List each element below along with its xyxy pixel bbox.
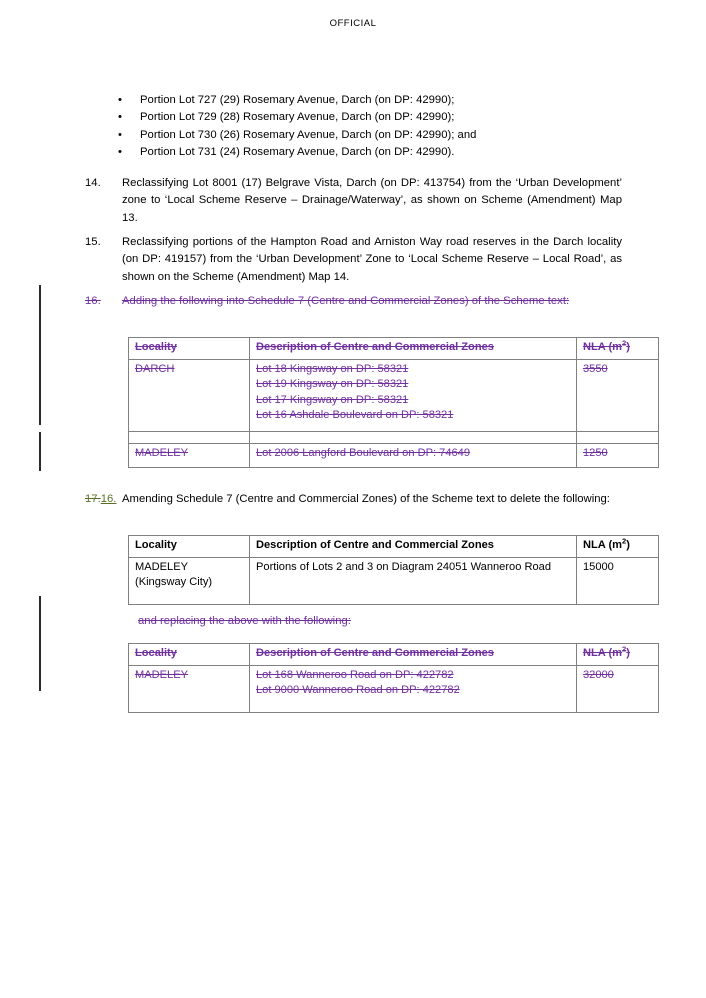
nla-base: NLA (m bbox=[583, 539, 623, 551]
table-header-row bbox=[129, 536, 659, 558]
cell-nla: 15000 bbox=[577, 557, 659, 604]
description-line: Lot 2006 Langford Boulevard on DP: 74649 bbox=[256, 446, 471, 459]
column-header-nla bbox=[577, 338, 659, 360]
cell-nla bbox=[577, 431, 659, 443]
cell-locality-text: MADELEY bbox=[135, 668, 189, 681]
cell-description bbox=[250, 359, 577, 431]
description-line: Lot 18 Kingsway on DP: 58321 bbox=[256, 362, 409, 375]
bullet-icon: • bbox=[118, 145, 122, 158]
paragraph-item-16-deleted bbox=[85, 293, 622, 310]
list-item-text: Portion Lot 727 (29) Rosemary Avenue, Darch (on DP: 42990); bbox=[140, 94, 455, 106]
paragraph-item-renumbered bbox=[85, 491, 622, 508]
change-bar-1 bbox=[39, 285, 41, 425]
paragraph-text-deleted: Adding the following into Schedule 7 (Centre and Commercial Zones) of the Scheme text: bbox=[122, 295, 570, 307]
cell-locality-line2: (Kingsway City) bbox=[135, 576, 213, 588]
column-header-nla bbox=[577, 644, 659, 666]
paragraph-number-new: 16. bbox=[100, 493, 117, 505]
bullet-icon: • bbox=[118, 111, 122, 124]
paragraph-number-revised bbox=[85, 491, 119, 508]
column-header-description-text: Description of Centre and Commercial Zones bbox=[256, 647, 494, 659]
list-item-text: Portion Lot 730 (26) Rosemary Avenue, Darch (on DP: 42990); and bbox=[140, 128, 477, 141]
bullet-icon: • bbox=[118, 94, 122, 106]
cell-description bbox=[250, 665, 577, 712]
change-bar-3 bbox=[39, 596, 41, 691]
description-line: Lot 9000 Wanneroo Road on DP: 422782 bbox=[256, 684, 460, 696]
list-item bbox=[0, 144, 706, 161]
column-header-description-text: Description of Centre and Commercial Zones bbox=[256, 341, 494, 353]
cell-locality bbox=[129, 665, 250, 712]
column-header-description: Description of Centre and Commercial Zones bbox=[250, 536, 577, 558]
nla-base: NLA (m bbox=[583, 647, 623, 659]
column-header-nla-text bbox=[583, 338, 630, 353]
cell-locality bbox=[129, 431, 250, 443]
bullet-list bbox=[0, 92, 706, 161]
paragraph-number-deleted: 16. bbox=[85, 295, 101, 307]
cell-nla-text: 32000 bbox=[583, 668, 614, 681]
current-schedule-table bbox=[128, 535, 659, 605]
paragraph-text: Reclassifying portions of the Hampton Road and Arniston Way road reserves in the Darch locality (on DP: 419157) from the ‘Urban Development’ Zone to ‘Local Scheme Reserve – Local Road’, as shown on the Scheme (Amendment) Map 14. bbox=[122, 236, 622, 283]
table-row bbox=[129, 359, 659, 431]
column-header-description bbox=[250, 338, 577, 360]
column-header-locality: Locality bbox=[129, 536, 250, 558]
paragraph-text: Amending Schedule 7 (Centre and Commercial Zones) of the Scheme text to delete the following: bbox=[122, 493, 610, 505]
cell-nla bbox=[577, 359, 659, 431]
table-row-empty bbox=[129, 431, 659, 443]
nla-superscript: 2 bbox=[622, 338, 627, 348]
paragraph-item-14 bbox=[85, 175, 622, 227]
cell-description bbox=[250, 557, 577, 604]
paragraph-number: 14. bbox=[85, 177, 101, 189]
cell-locality bbox=[129, 359, 250, 431]
list-item-text: Portion Lot 731 (24) Rosemary Avenue, Darch (on DP: 42990). bbox=[140, 145, 455, 158]
description-line: Lot 19 Kingsway on DP: 58321 bbox=[256, 378, 409, 390]
column-header-description bbox=[250, 644, 577, 666]
table-row bbox=[129, 557, 659, 604]
bullet-icon: • bbox=[118, 128, 122, 141]
cell-nla bbox=[577, 443, 659, 467]
list-item bbox=[0, 92, 706, 109]
table-row bbox=[129, 443, 659, 467]
paragraph-number: 15. bbox=[85, 236, 101, 248]
paragraph-item-15 bbox=[85, 234, 622, 286]
deleted-schedule-table-2 bbox=[128, 643, 659, 713]
column-header-locality bbox=[129, 644, 250, 666]
cell-description-text: Portions of Lots 2 and 3 on Diagram 24051 Wanneroo Road bbox=[256, 560, 551, 573]
table-header-row bbox=[129, 644, 659, 666]
nla-tail: ) bbox=[626, 539, 630, 551]
cell-locality bbox=[129, 443, 250, 467]
nla-tail: ) bbox=[626, 647, 630, 659]
deleted-schedule-table-1 bbox=[128, 337, 659, 468]
column-header-locality bbox=[129, 338, 250, 360]
cell-description bbox=[250, 443, 577, 467]
change-bar-2 bbox=[39, 432, 41, 471]
table-row bbox=[129, 665, 659, 712]
cell-nla-text: 3550 bbox=[583, 362, 608, 375]
paragraph-text: Reclassifying Lot 8001 (17) Belgrave Vista, Darch (on DP: 413754) from the ‘Urban Development’ zone to ‘Local Scheme Reserve – Drainage/Waterway’, as shown on Scheme (Amendment) Map 13. bbox=[122, 177, 622, 224]
paragraph-number-old: 17. bbox=[85, 493, 101, 505]
nla-superscript: 2 bbox=[622, 644, 627, 654]
cell-nla bbox=[577, 665, 659, 712]
description-line: Lot 16 Ashdale Boulevard on DP: 58321 bbox=[256, 409, 454, 421]
cell-locality-text: DARCH bbox=[135, 362, 175, 375]
nla-tail: ) bbox=[626, 341, 630, 353]
cell-locality-line1: MADELEY bbox=[135, 560, 189, 573]
list-item-text: Portion Lot 729 (28) Rosemary Avenue, Darch (on DP: 42990); bbox=[140, 111, 455, 124]
replacing-text-deleted: and replacing the above with the following: bbox=[138, 615, 351, 627]
page-header-classification: OFFICIAL bbox=[329, 18, 377, 29]
cell-description bbox=[250, 431, 577, 443]
list-item bbox=[0, 127, 706, 144]
column-header-nla-text bbox=[583, 644, 630, 659]
column-header-locality-text: Locality bbox=[135, 341, 177, 353]
column-header-nla bbox=[577, 536, 659, 558]
description-line: Lot 168 Wanneroo Road on DP: 422782 bbox=[256, 668, 454, 681]
cell-nla-text: 1250 bbox=[583, 446, 608, 459]
description-line: Lot 17 Kingsway on DP: 58321 bbox=[256, 393, 409, 406]
nla-base: NLA (m bbox=[583, 341, 623, 353]
nla-superscript: 2 bbox=[622, 536, 627, 546]
cell-locality bbox=[129, 557, 250, 604]
list-item bbox=[0, 109, 706, 126]
table-header-row bbox=[129, 338, 659, 360]
column-header-locality-text: Locality bbox=[135, 647, 177, 659]
cell-locality-text: MADELEY bbox=[135, 446, 189, 459]
